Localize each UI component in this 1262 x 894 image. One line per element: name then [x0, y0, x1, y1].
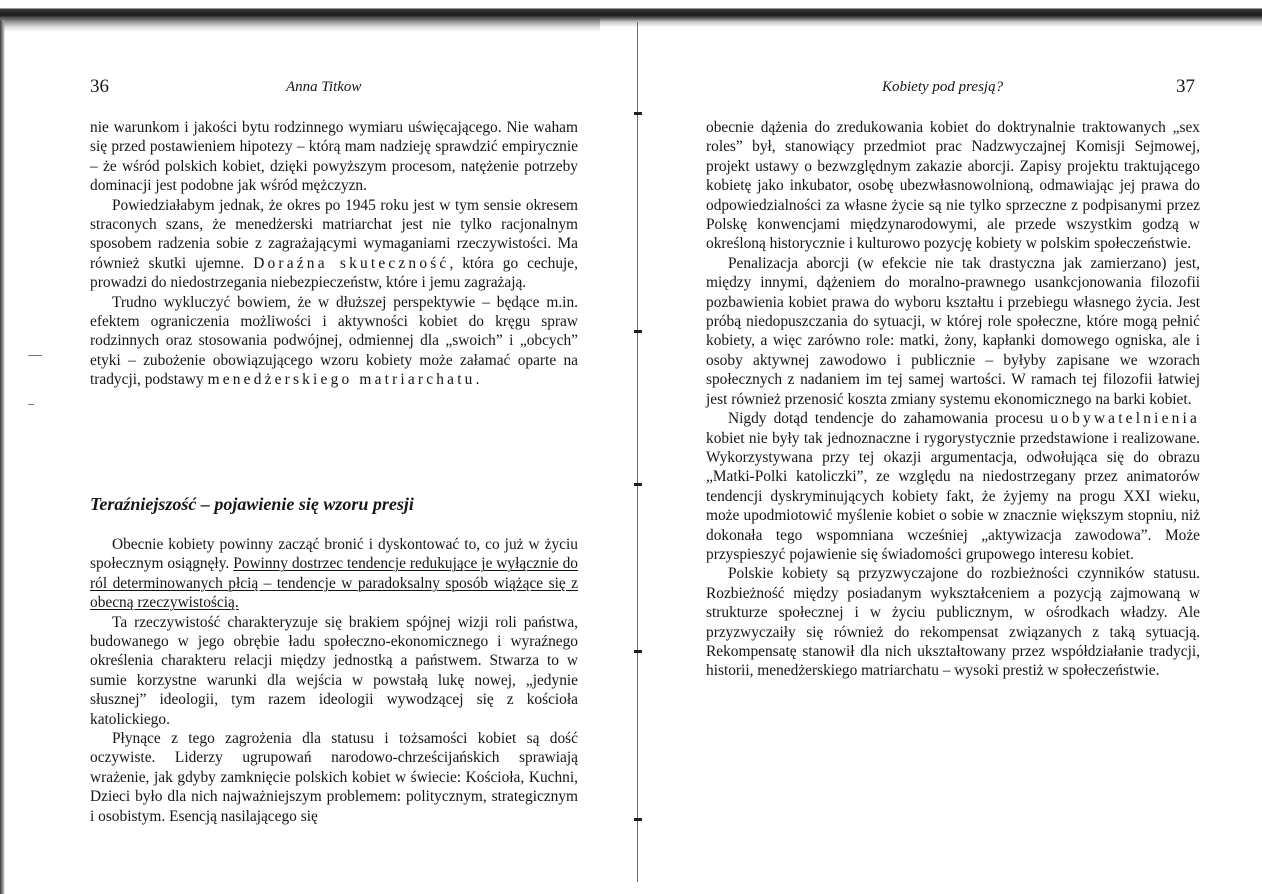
scan-left-edge	[0, 20, 5, 894]
paragraph: Polskie kobiety są przyzwyczajone do rozbieżności czynników statusu. Rozbieżność między posiadanym wykształceniem a pozycją zajmowaną w strukturze społecznej i w życiu publicznym, w ośrodkach władzy. Ale przyzwyczaiły się również do rekompensat związanych z taką sytuacją. Rekompensatę stanowił dla nich ukształtowany przez współdziałanie tradycji, historii, menedżerskiego matriarchatu – wysoki prestiż w społeczeństwie.	[706, 565, 1200, 680]
paragraph	[706, 409, 1200, 564]
paragraph	[90, 293, 578, 390]
text-run: Obecnie kobiety powinny zacząć bronić i dyskontować to, co już w życiu społecznym osiągnęły.	[90, 536, 578, 573]
text-run: kobiet nie były tak jednoznaczne i rygorystycznie przedstawione i realizowane. Wykorzystywana przy tej okazji argumentacja, odwołująca się do obrazu „Matki-Polki katoliczki”, ze względu na niedostrzegany przez animatorów tendencji dyskryminujących kobiety fakt, że żyjemy na progu XXI wieku, może upodmiotowić myślenie kobiet o sobie w znacznie większym stopniu, niż dokonała tego wspomniana wcześniej „aktywizacja zawodowa”. Może przyspieszyć pojawienie się świadomości grupowego interesu kobiet.	[706, 429, 1200, 563]
book-spine	[637, 22, 638, 882]
body-text-top	[90, 118, 578, 390]
text-run: Nigdy dotąd tendencje do zahamowania procesu	[728, 410, 1044, 428]
paragraph	[90, 535, 578, 613]
paragraph: Ta rzeczywistość charakteryzuje się brakiem spójnej wizji roli państwa, budowanego w jego obrębie ładu społeczno-ekonomicznego i wyraźnego określenia charakteru relacji między jednostką a państwem. Stwarza to w sumie korzystne warunki dla wejścia w powstałą lukę nowej, „jedynie słusznej” ideologii, tym razem ideologii wywodzącej się z kościoła katolickiego.	[90, 613, 578, 728]
paragraph: Płynące z tego zagrożenia dla statusu i tożsamości kobiet są dość oczywiste. Liderzy ugrupowań narodowo-chrześcijańskich sprawiają wrażenie, jak gdyby zamknięcie polskich kobiet w świecie: Kościoła, Kuchni, Dzieci było dla nich najważniejszym problemem: politycznym, strategicznym i osobistym. Esencją nasilającego się	[90, 730, 578, 825]
spine-mark	[634, 483, 642, 486]
body-text-bottom	[90, 535, 578, 826]
spaced-term: uobywatelnienia	[1050, 410, 1200, 428]
spine-mark	[634, 112, 642, 115]
paragraph: nie warunkom i jakości bytu rodzinnego wymiaru uświęcającego. Nie waham się przed postawieniem hipotezy – którą mam nadzieję sprawdzić empirycznie – że wśród polskich kobiet, dzięki powyższym procesom, natężenie potrzeby dominacji jest podobne jak wśród mężczyzn.	[90, 119, 578, 195]
spine-mark	[634, 330, 642, 333]
spine-mark	[634, 650, 642, 653]
text-run: Powiedziałabym jednak, że okres po 1945 roku jest w tym sensie okresem straconych szans, że menedżerski matriarchat jest nie tylko racjonalnym sposobem radzenia sobie z zagrażającymi wymaganiami rzeczywistości. Ma również skutki ujemne.	[90, 196, 578, 272]
paragraph	[90, 196, 578, 293]
scan-speck	[28, 404, 34, 405]
section-heading: Teraźniejszość – pojawienie się wzoru presji	[90, 494, 414, 514]
underlined-passage: Powinny dostrzec tendencje redukujące je wyłącznie do ról determinowanych płcią – tendencje w paradoksalny sposób wiążące się z obecną rzeczywistością.	[90, 555, 578, 612]
text-run: Trudno wykluczyć bowiem, że w dłuższej perspektywie – będące m.in. efektem ograniczenia możliwości i aktywności kobiet do kręgu spraw rodzinnych oraz stosowania podwójnej, odmiennej dla „swoich” i „obcych” etyki – zubożenie obowiązującego wzoru kobiety może załamać oparte na tradycji, podstawy	[90, 293, 578, 389]
paragraph: obecnie dążenia do zredukowania kobiet do doktrynalnie traktowanych „sex roles” był, stanowiący przedmiot prac Nadzwyczajnej Komisji Sejmowej, projekt ustawy o bezwzględnym zakazie aborcji. Zapisy projektu traktującego kobietę jako inkubator, osobę ubezwłasnowolnioną, odmawiając jej prawa do odpowiedzialności za własne życie są nie tylko sprzeczne z podpisanymi przez Polskę konwencjami międzynarodowymi, ale przede wszystkim godzą w określoną historycznie i kulturowo pozycję kobiety w polskim społeczeństwie.	[706, 119, 1200, 253]
page-number: 37	[1176, 76, 1195, 97]
paragraph: Penalizacja aborcji (w efekcie nie tak drastyczna jak zamierzano) jest, między innymi, dążeniem do moralno-prawnego usankcjonowania filozofii pozbawienia kobiet prawa do wyboru kształtu i przebiegu własnego życia. Jest próbą niedopuszczania do sytuacji, w której role społeczne, które mogą pełnić kobiety, a więc zarówno role: matki, żony, kapłanki domowego ogniska, ale i osoby aktywnej zawodowo i publicznie – byłyby zapisane we wzorach społecznych z nadaniem im tej samej wartości. W ramach tej filozofii łatwiej jest również przenosić koszta zmiany systemu ekonomicznego na barki kobiet.	[706, 254, 1200, 408]
spaced-term: menedżerskiego matriarchatu	[207, 371, 476, 389]
spaced-term: Doraźna skuteczność	[253, 254, 450, 272]
page-number: 36	[90, 76, 109, 97]
text-run: , która go cechuje, prowadzi do niedostrzegania niebezpieczeństw, które i jemu zagrażają.	[90, 254, 578, 292]
text-run: .	[475, 371, 480, 389]
body-text	[706, 118, 1200, 681]
running-head: Kobiety pod presją?	[882, 79, 1004, 95]
running-head: Anna Titkow	[286, 79, 362, 95]
spine-mark	[634, 818, 642, 821]
scan-top-shadow	[0, 18, 600, 32]
scan-speck	[28, 355, 42, 356]
